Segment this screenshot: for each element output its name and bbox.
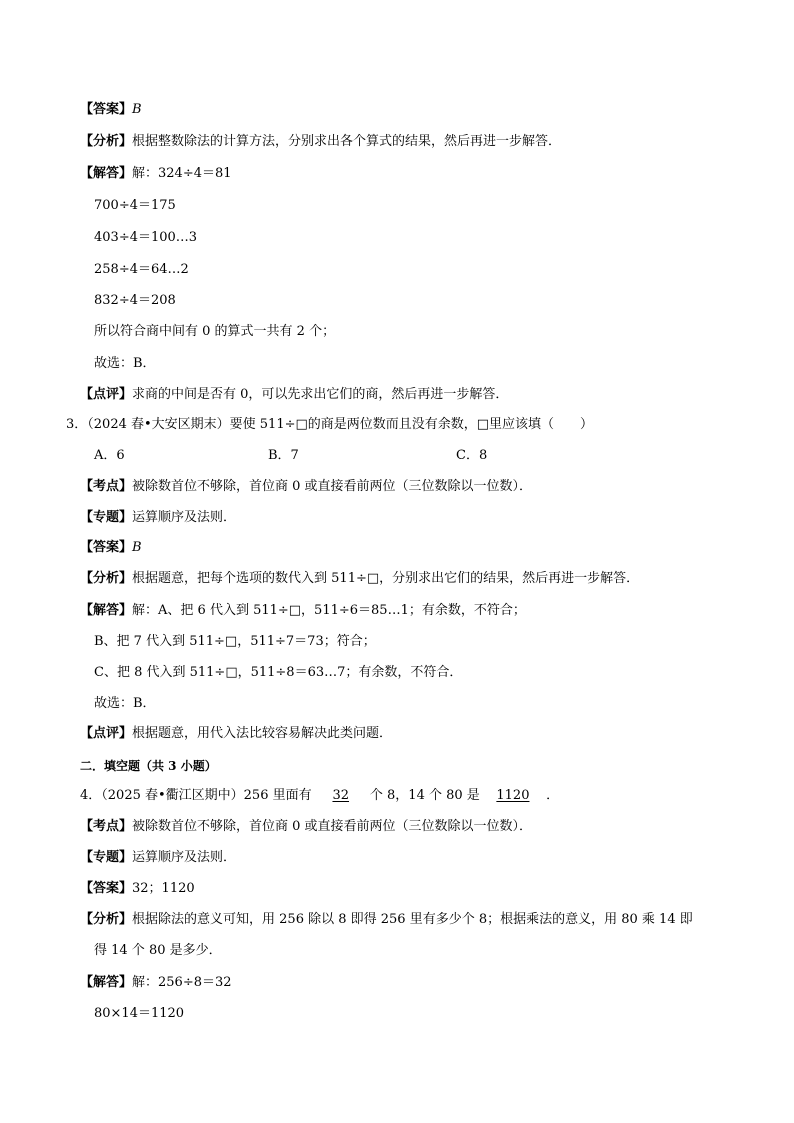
blank-1: 32 <box>332 788 350 803</box>
solution-line: 【解答】解：A、把 6 代入到 511÷□，511÷6＝85…1；有余数，不符合； <box>80 603 526 618</box>
option-c: C．8 <box>456 448 488 463</box>
answer-line: 【答案】B <box>80 102 142 117</box>
kaodian-line: 【考点】被除数首位不够除，首位商 0 或直接看前两位（三位数除以一位数）． <box>80 479 533 494</box>
calc-line: 258÷4＝64…2 <box>94 262 189 277</box>
kaodian-line: 【考点】被除数首位不够除，首位商 0 或直接看前两位（三位数除以一位数）． <box>80 819 533 834</box>
calc-line: 403÷4＝100…3 <box>94 230 198 245</box>
zhuanti-line: 【专题】运算顺序及法则． <box>80 510 237 525</box>
calc-line: 700÷4＝175 <box>94 198 176 213</box>
solution-line: 【解答】解：324÷4＝81 <box>80 166 232 181</box>
comment-line: 【点评】求商的中间是否有 0，可以先求出它们的商，然后再进一步解答． <box>80 387 509 402</box>
option-b: B．7 <box>268 448 299 463</box>
blank-2: 1120 <box>496 788 530 803</box>
analysis-line: 【分析】根据整数除法的计算方法，分别求出各个算式的结果，然后再进一步解答． <box>80 134 562 149</box>
choice-line: 故选：B． <box>94 356 156 371</box>
option-a: A．6 <box>94 448 125 463</box>
choice-line: 故选：B． <box>94 696 156 711</box>
answer-line: 【答案】32；1120 <box>80 881 195 896</box>
answer-line: 【答案】B <box>80 540 142 555</box>
question-3-stem: 3．（2024 春•大安区期末）要使 511÷□的商是两位数而且没有余数，□里应该填（ ） <box>66 417 594 432</box>
solution-line-2: B、把 7 代入到 511÷□，511÷7＝73；符合； <box>94 634 376 649</box>
comment-line: 【点评】根据题意，用代入法比较容易解决此类问题． <box>80 726 393 741</box>
analysis-line-2: 得 14 个 80 是多少． <box>94 943 222 958</box>
analysis-line: 【分析】根据除法的意义可知，用 256 除以 8 即得 256 里有多少个 8；根据乘法的意义，用 80 乘 14 即 <box>80 912 693 927</box>
solution-line-3: C、把 8 代入到 511÷□，511÷8＝63…7；有余数，不符合． <box>94 665 463 680</box>
solution-line-2: 80×14＝1120 <box>94 1006 185 1021</box>
analysis-line: 【分析】根据题意，把每个选项的数代入到 511÷□，分别求出它们的结果，然后再进一步解答． <box>80 571 640 586</box>
zhuanti-line: 【专题】运算顺序及法则． <box>80 850 237 865</box>
section-heading: 二．填空题（共 3 小题） <box>80 759 217 773</box>
question-4-stem: 4．（2025 春•衢江区期中）256 里面有 32 个 8，14 个 80 是 1120 ． <box>80 788 560 803</box>
solution-line: 【解答】解：256÷8＝32 <box>80 975 232 990</box>
calc-line: 832÷4＝208 <box>94 293 176 308</box>
conclusion-line: 所以符合商中间有 0 的算式一共有 2 个； <box>94 324 336 339</box>
